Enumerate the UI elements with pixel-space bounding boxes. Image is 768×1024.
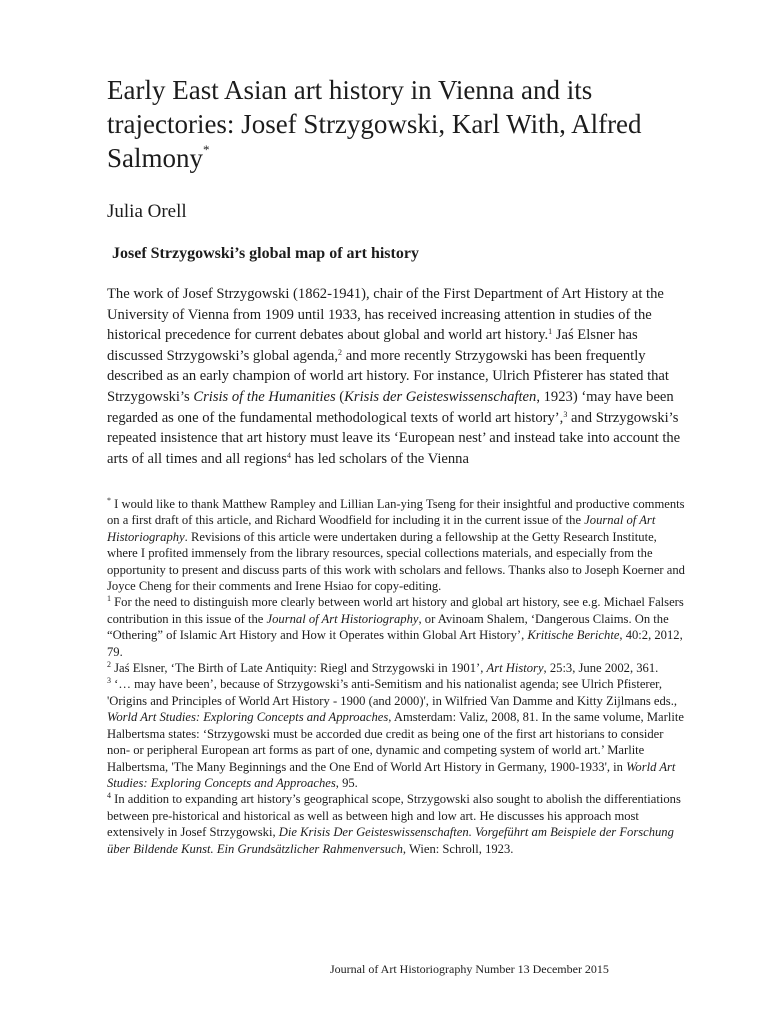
footnote-italic: Art History [486,661,544,676]
footnote-mark: 2 [107,660,111,670]
footnote-text: , or Avinoam Shalem, ‘Dangerous Claims. On the “Othering” of Islamic Art History and How it Operates within Global Art History’, [107,611,669,643]
footnote-italic: Kritische Berichte [527,628,620,643]
body-text: and Strzygowski’s repeated insistence that art history must leave its ‘European nest’ and instead take into account the arts of all times and all regions [107,409,681,467]
footnote-4 [107,791,687,857]
footnote-text: ‘… may have been’, because of Strzygowski’s anti-Semitism and his nationalist agenda; see Ulrich Pfisterer, 'Origins and Principles of World Art History - 1900 (and 2000)', in Wilfried Van Damme and Kitty Zijlmans eds., [107,677,678,708]
body-text: Jaś Elsner has discussed Strzygowski’s global agenda, [107,327,638,364]
footnote-text: , 25:3, June 2002, 361. [543,661,659,676]
footnote-mark: 1 [107,594,111,604]
footnote-mark: * [107,496,111,505]
footnote-acknowledgement [107,496,687,594]
footnotes [107,496,687,857]
italic-title: Krisis der Geisteswissenschaften [344,388,537,405]
footnote-italic: Journal of Art Historiography [266,611,419,626]
footnote-ref: 1 [548,327,553,337]
footnote-text: Jaś Elsner, ‘The Birth of Late Antiquity: Riegl and Strzygowski in 1901’, [111,661,487,676]
footnote-3 [107,676,687,791]
footnote-italic: Journal of Art Historiography [107,513,656,544]
footnote-text: , Amsterdam: Valiz, 2008, 81. In the same volume, Marlite Halbertsma states: ‘Strzygowski must be accorded due credit as being one of the first art historians to consider non- or peripheral European art forms as part of one, dynamic and competing system of world art.’ Marlite Halbertsma, 'The Many Beginnings and the One End of World Art History in Germany, 1900-1933', in [107,710,684,774]
footnote-text: I would like to thank Matthew Rampley and Lillian Lan-ying Tseng for their insightful and productive comments on a first draft of this article, and Richard Woodfield for including it in the current issue of the [107,497,685,528]
journal-footer: Journal of Art Historiography Number 13 December 2015 [330,962,609,976]
article-title [107,73,667,175]
footnote-text: For the need to distinguish more clearly between world art history and global art history, see e.g. Michael Falsers contribution in this issue of the [107,595,684,626]
footnote-ref: 3 [563,409,568,419]
footnote-1 [107,594,687,660]
article-title-text: Early East Asian art history in Vienna and its trajectories: Josef Strzygowski, Karl With, Alfred Salmony [107,75,642,173]
title-footnote-mark: * [203,142,210,157]
footnote-text: , Wien: Schroll, 1923. [402,841,514,856]
body-text: ( [335,388,345,405]
footnote-text: , 40:2, 2012, 79. [107,628,683,659]
footnote-italic: World Art Studies: Exploring Concepts and Approaches [107,710,389,725]
footnote-2 [107,660,687,676]
footnote-italic: Die Krisis Der Geisteswissenschaften. Vorgeführt am Beispiele der Forschung über Bildende Kunst. Ein Grundsätzlicher Rahmenversuch [107,825,674,856]
italic-title: Crisis of the Humanities [193,388,336,405]
footnote-italic: World Art Studies: Exploring Concepts and Approaches [107,759,676,790]
section-heading: Josef Strzygowski’s global map of art history [112,245,419,262]
body-text: has led scholars of the Vienna [290,450,469,467]
footnote-text: In addition to expanding art history’s geographical scope, Strzygowski also sought to abolish the differentiations between pre-historical and historical as well as between high and low art. He discusses his approach most extensively in Josef Strzygowski, [107,792,681,840]
body-text: , 1923) ‘may have been regarded as one of the fundamental methodological texts of world art history’, [107,388,674,426]
body-paragraph [107,284,687,469]
footnote-ref: 4 [286,450,291,460]
footnote-mark: 3 [107,676,111,686]
footnote-mark: 4 [107,791,111,801]
body-text: The work of Josef Strzygowski (1862-1941), chair of the First Department of Art History at the University of Vienna from 1909 until 1933, has received increasing attention in studies of the historical precedence for current debates about global and world art history. [107,286,664,344]
author-name: Julia Orell [107,201,187,222]
footnote-text: , 95. [335,775,358,790]
body-text: and more recently Strzygowski has been frequently described as an early champion of world art history. For instance, Ulrich Pfisterer has stated that Strzygowski’s [107,347,669,405]
footnote-ref: 2 [338,347,343,357]
footnote-text: . Revisions of this article were undertaken during a fellowship at the Getty Research Institute, where I profited immensely from the library resources, special collections materials, and especially from the opportunity to present and discuss parts of this work with scholars and fellows. Thanks also to Joseph Koerner and Joyce Cheng for their comments and Irene Hsiao for copy-editing. [107,529,685,594]
